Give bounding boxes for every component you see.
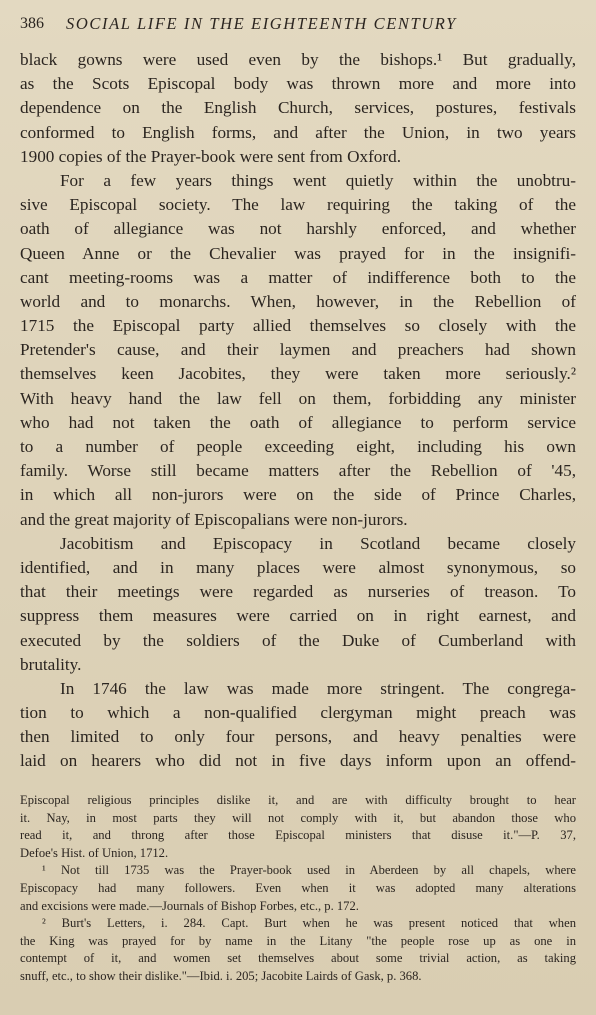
- body-line: tion to which a non-qualified clergyman might preach was: [20, 703, 576, 723]
- body-line: then limited to only four persons, and heavy penalties were: [20, 727, 576, 747]
- body-line: 1715 the Episcopal party allied themselves so closely with the: [20, 316, 576, 336]
- footnote-line: contempt of it, and women set themselves about some trivial action, as taking: [20, 951, 576, 966]
- footnote-line: Episcopal religious principles dislike it, and are with difficulty brought to hear: [20, 793, 576, 807]
- body-line: identified, and in many places were almost synonymous, so: [20, 557, 576, 577]
- body-line: brutality.: [20, 654, 82, 674]
- body-line: suppress them measures were carried on in right earnest, and: [20, 606, 576, 626]
- page-number: 386: [20, 15, 44, 32]
- footnotes: [20, 792, 576, 986]
- body-line: in which all non-jurors were on the side of Prince Charles,: [20, 485, 576, 505]
- body-line: For a few years things went quietly within the unobtru-: [60, 170, 576, 190]
- footnote-line: snuff, etc., to show their dislike."—Ibid. i. 205; Jacobite Lairds of Gask, p. 368.: [20, 968, 422, 983]
- body-line: who had not taken the oath of allegiance to perform service: [20, 412, 576, 432]
- body-line: cant meeting-rooms was a matter of indifference both to the: [20, 267, 576, 287]
- body-line: and the great majority of Episcopalians were non-jurors.: [20, 509, 408, 529]
- footnote-line: and excisions were made.—Journals of Bishop Forbes, etc., p. 172.: [20, 898, 359, 913]
- body-text: [20, 48, 576, 774]
- body-line: world and to monarchs. When, however, in the Rebellion of: [20, 291, 576, 311]
- body-line: With heavy hand the law fell on them, forbidding any minister: [20, 388, 576, 408]
- running-title: SOCIAL LIFE IN THE EIGHTEENTH CENTURY: [66, 14, 457, 33]
- body-line: In 1746 the law was made more stringent. The congrega-: [60, 678, 576, 698]
- body-line: themselves keen Jacobites, they were taken more seriously.²: [20, 364, 576, 384]
- body-line: Pretender's cause, and their laymen and preachers had shown: [20, 340, 576, 360]
- body-line: laid on hearers who did not in five days inform upon an offend-: [20, 751, 576, 771]
- body-line: as the Scots Episcopal body was thrown more and more into: [20, 74, 576, 94]
- footnote-line: the King was prayed for by name in the Litany "the people rose up as one in: [20, 933, 576, 948]
- body-line: black gowns were used even by the bishops.¹ But gradually,: [20, 50, 576, 69]
- running-head: [20, 12, 580, 36]
- body-line: Jacobitism and Episcopacy in Scotland became closely: [60, 533, 576, 553]
- body-line: to a number of people exceeding eight, including his own: [20, 437, 576, 456]
- body-line: executed by the soldiers of the Duke of Cumberland with: [20, 630, 576, 650]
- footnote-line: it. Nay, in most parts they will not comply with it, but abandon those who: [20, 810, 576, 825]
- footnote-line: read it, and throng after those Episcopal ministers that disuse it."—P. 37,: [20, 828, 576, 843]
- body-line: that their meetings were regarded as nurseries of treason. To: [20, 582, 576, 602]
- body-line: oath of allegiance was not harshly enforced, and whether: [20, 219, 576, 239]
- body-line: Queen Anne or the Chevalier was prayed for in the insignifi-: [20, 243, 576, 263]
- body-line: family. Worse still became matters after the Rebellion of '45,: [20, 461, 576, 481]
- footnote-line: Episcopacy had many followers. Even when it was adopted many alterations: [20, 880, 576, 895]
- footnote-line: ² Burt's Letters, i. 284. Capt. Burt when he was present noticed that when: [42, 916, 576, 931]
- body-line: conformed to English forms, and after the Union, in two years: [20, 122, 576, 142]
- body-line: 1900 copies of the Prayer-book were sent from Oxford.: [20, 146, 402, 166]
- footnote-line: Defoe's Hist. of Union, 1712.: [20, 845, 169, 860]
- footnote-line: ¹ Not till 1735 was the Prayer-book used in Aberdeen by all chapels, where: [42, 863, 576, 878]
- body-line: sive Episcopal society. The law requiring the taking of the: [20, 195, 576, 215]
- body-line: dependence on the English Church, services, postures, festivals: [20, 98, 576, 118]
